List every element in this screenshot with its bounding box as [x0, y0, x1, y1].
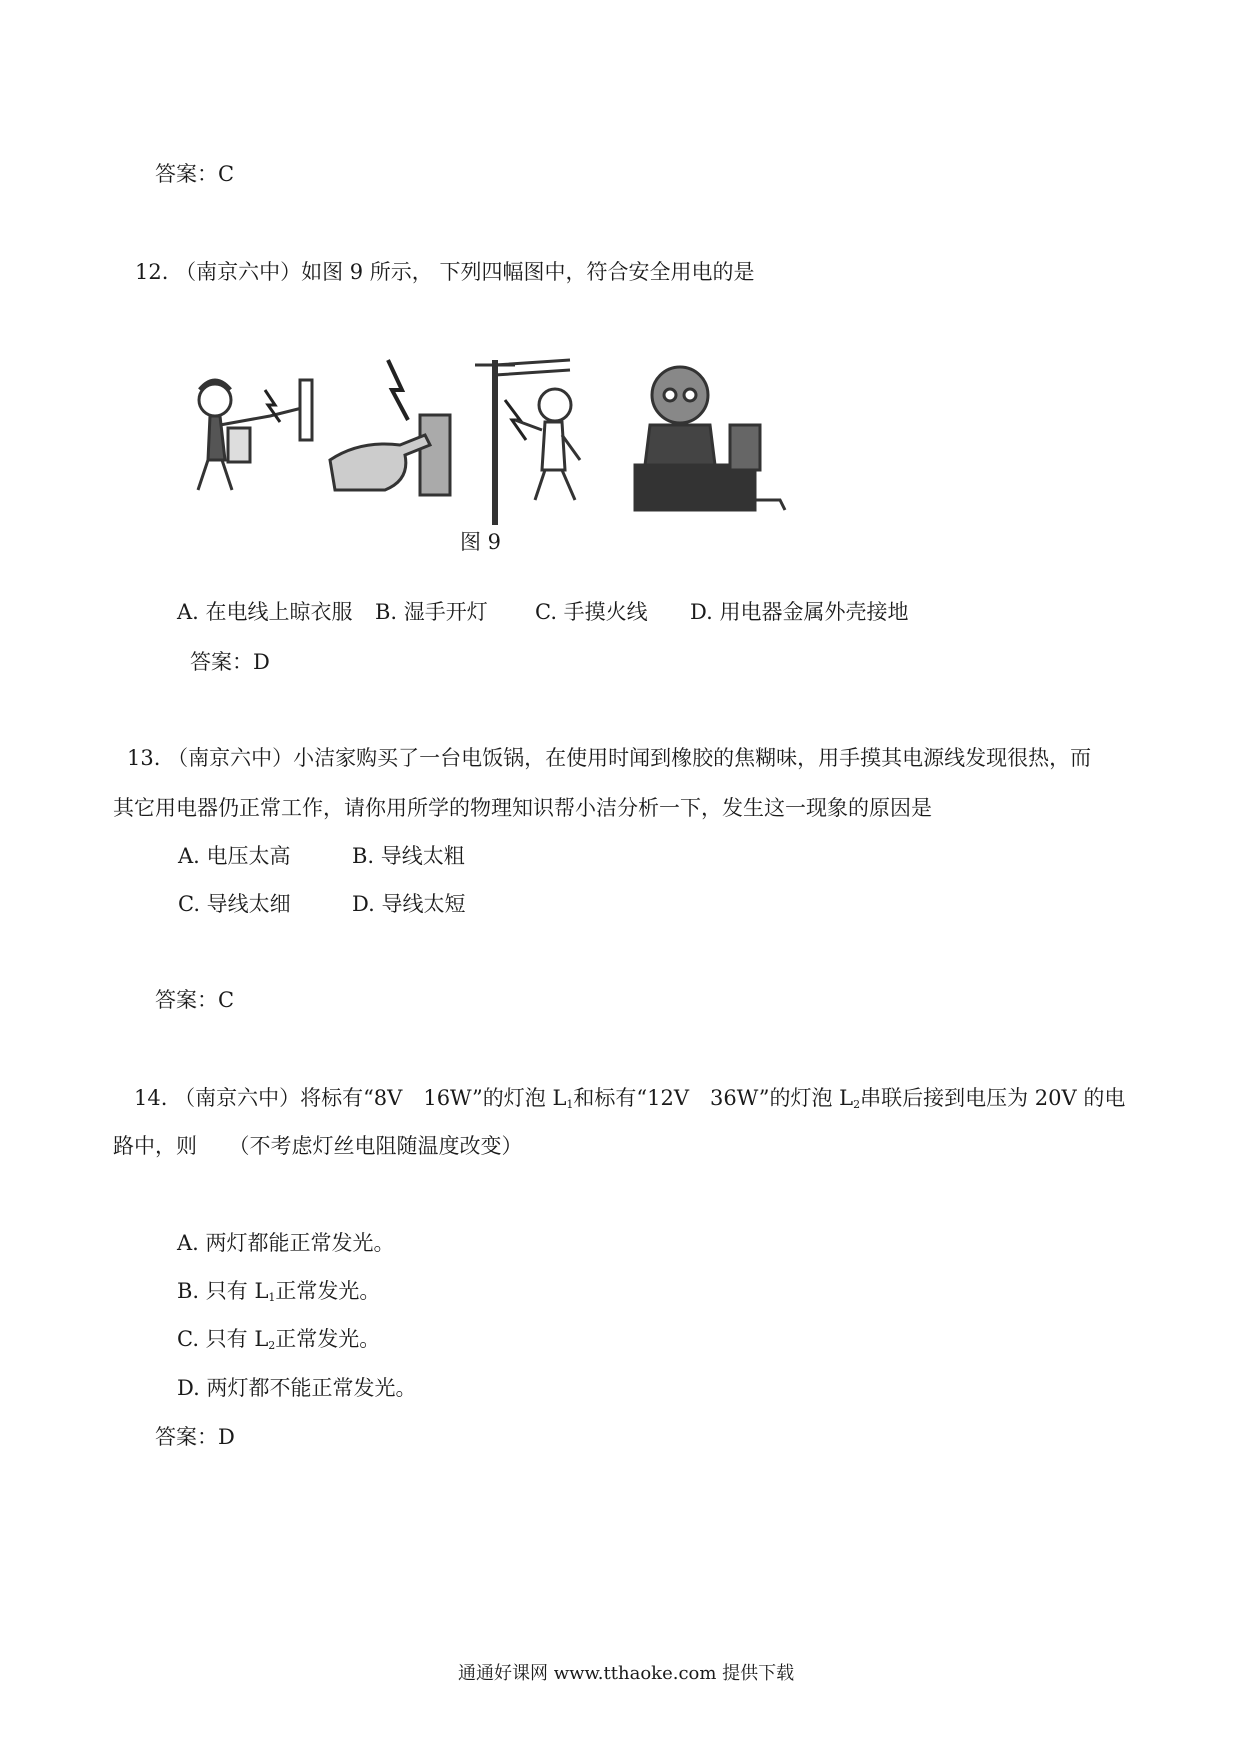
q12-stem: 12. （南京六中）如图 9 所示， 下列四幅图中，符合安全用电的是	[135, 260, 755, 284]
q14-stem-part1: 14. （南京六中）将标有“8V 16W”的灯泡 L	[134, 1086, 567, 1110]
q12-option-d: D. 用电器金属外壳接地	[690, 600, 909, 624]
q14-option-c	[177, 1329, 380, 1351]
q14-option-c-pre: C. 只有 L	[177, 1327, 269, 1351]
q14-stem-line2: 路中，则 （不考虑灯丝电阻随温度改变）	[113, 1134, 523, 1158]
q14-stem-part3: 串联后接到电压为 20V 的电	[860, 1086, 1126, 1110]
q13-option-a: A. 电压太高	[178, 844, 291, 868]
panel-b-wet-hand-switch	[330, 360, 450, 495]
q12-option-a: A. 在电线上晾衣服	[177, 600, 353, 624]
figure-9-illustrations	[170, 350, 890, 530]
q14-subscript-2: 2	[853, 1098, 861, 1111]
q14-option-a: A. 两灯都能正常发光。	[177, 1231, 395, 1255]
q14-subscript-1: 1	[566, 1098, 574, 1111]
q14-option-b-pre: B. 只有 L	[177, 1279, 269, 1303]
q12-option-b: B. 湿手开灯	[375, 600, 488, 624]
q14-option-b-post: 正常发光。	[275, 1279, 381, 1303]
q14-answer: 答案：D	[155, 1425, 235, 1449]
previous-answer: 答案：C	[155, 162, 235, 186]
q13-answer: 答案：C	[155, 988, 235, 1012]
q14-option-d: D. 两灯都不能正常发光。	[177, 1376, 417, 1400]
q12-answer: 答案：D	[190, 650, 270, 674]
q13-stem-line1: 13. （南京六中）小洁家购买了一台电饭锅，在使用时闻到橡胶的焦糊味，用手摸其电源线发现很热，而	[127, 746, 1092, 770]
q14-stem-line1	[134, 1088, 1125, 1110]
q14-option-b	[177, 1281, 380, 1303]
figure-caption: 图 9	[460, 530, 502, 554]
q14-option-c-post: 正常发光。	[275, 1327, 381, 1351]
q14-option-b-sub: 1	[268, 1291, 276, 1304]
q13-option-d: D. 导线太短	[352, 892, 466, 916]
q14-stem-part2: 和标有“12V 36W”的灯泡 L	[573, 1086, 854, 1110]
q14-option-c-sub: 2	[268, 1339, 276, 1352]
q13-stem-line2: 其它用电器仍正常工作，请你用所学的物理知识帮小洁分析一下，发生这一现象的原因是	[113, 796, 932, 820]
q13-option-b: B. 导线太粗	[352, 844, 465, 868]
panel-a-clothes-on-wire	[198, 380, 312, 490]
footer-download-note: 通通好课网 www.tthaoke.com 提供下载	[458, 1663, 795, 1684]
q13-option-c: C. 导线太细	[178, 892, 291, 916]
q12-option-c: C. 手摸火线	[535, 600, 648, 624]
panel-d-grounded-appliance	[635, 367, 785, 510]
panel-c-touching-live-wire	[475, 360, 580, 525]
